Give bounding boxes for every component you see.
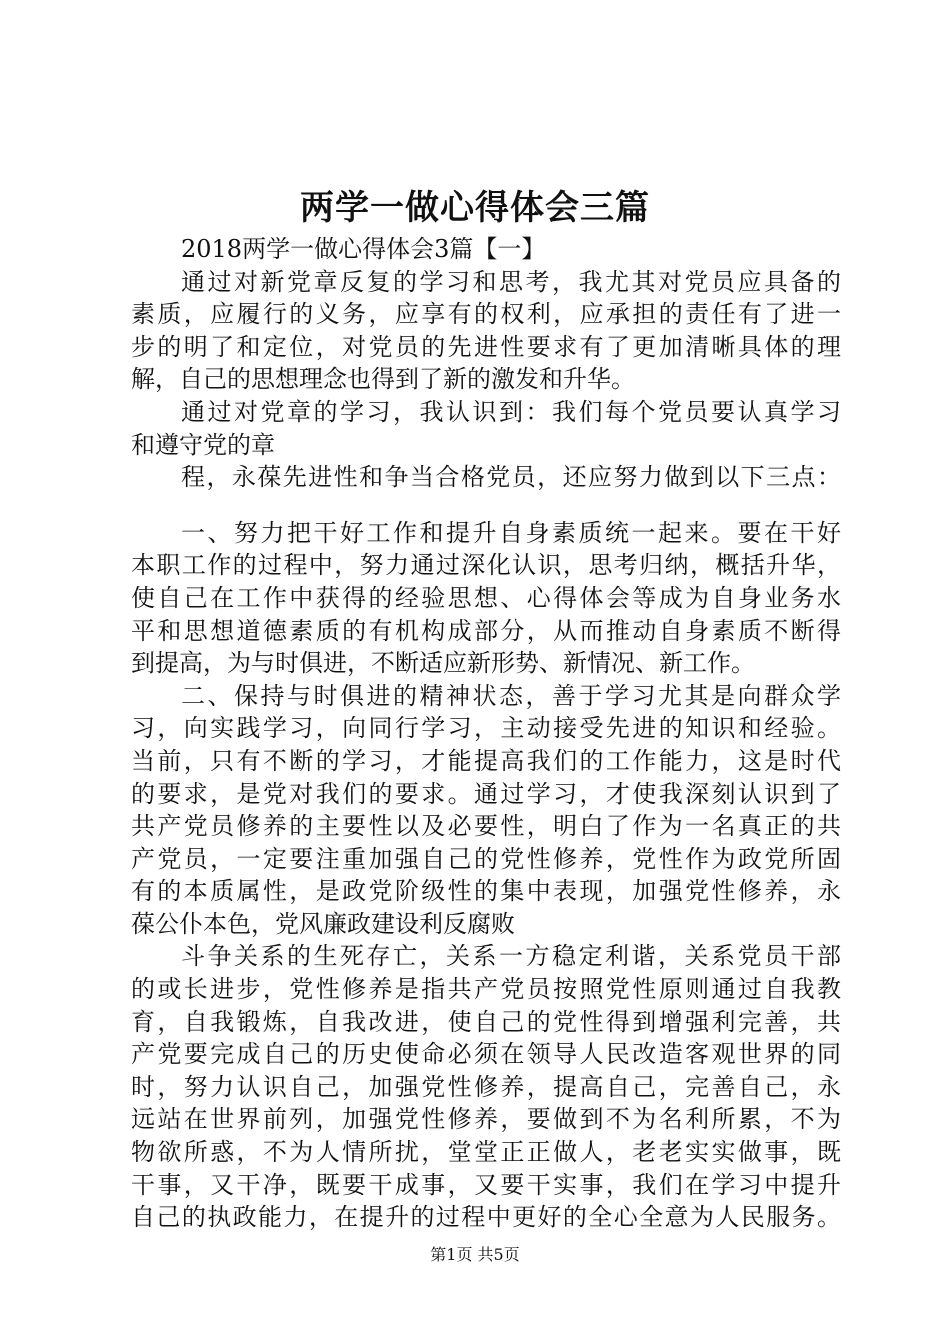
text-line: 通过对党章的学习，我认识到：我们每个党员要认真学习 <box>181 397 841 426</box>
text-line: 产党员，一定要注重加强自己的党性修养，党性作为政党所固 <box>131 844 841 873</box>
text-line: 共产党员修养的主要性以及必要性，明白了作为一名真正的共 <box>131 812 841 841</box>
text-line: 葆公仆本色，党风廉政建设利反腐败 <box>131 909 515 938</box>
text-line: 和遵守党的章 <box>131 430 275 459</box>
text-line: 干事，又干净，既要干成事，又要干实事，我们在学习中提升 <box>131 1170 841 1199</box>
text-line: 2018两学一做心得体会3篇【一】 <box>181 235 546 263</box>
text-line: 的或长进步，党性修养是指共产党员按照党性原则通过自我教 <box>131 975 841 1004</box>
text-line: 通过对新党章反复的学习和思考，我尤其对党员应具备的 <box>181 267 841 296</box>
text-line: 到提高，为与时俱进，不断适应新形势、新情况、新工作。 <box>131 649 755 678</box>
text-line: 程，永葆先进性和争当合格党员，还应努力做到以下三点： <box>181 463 841 492</box>
text-line: 产党要完成自己的历史使命必须在领导人民改造客观世界的同 <box>131 1040 841 1069</box>
text-line: 二、保持与时俱进的精神状态，善于学习尤其是向群众学 <box>181 681 841 710</box>
document-title: 两学一做心得体会三篇 <box>300 188 650 228</box>
text-line: 习，向实践学习，向同行学习，主动接受先进的知识和经验。 <box>131 714 841 743</box>
text-line: 一、努力把干好工作和提升自身素质统一起来。要在干好 <box>181 518 841 547</box>
text-line: 有的本质属性，是政党阶级性的集中表现，加强党性修养，永 <box>131 877 841 906</box>
text-line: 平和思想道德素质的有机构成部分，从而推动自身素质不断得 <box>131 616 841 645</box>
text-line: 斗争关系的生死存亡，关系一方稳定利谐，关系党员干部 <box>181 942 841 971</box>
text-line: 步的明了和定位，对党员的先进性要求有了更加清晰具体的理 <box>131 332 841 361</box>
text-line: 时，努力认识自己，加强党性修养，提高自己，完善自己，永 <box>131 1072 841 1101</box>
blank-line <box>131 494 841 517</box>
text-line: 解，自己的思想理念也得到了新的激发和升华。 <box>131 365 635 394</box>
text-line: 使自己在工作中获得的经验思想、心得体会等成为自身业务水 <box>131 583 841 612</box>
text-line: 当前，只有不断的学习，才能提高我们的工作能力，这是时代 <box>131 746 841 775</box>
text-line: 远站在世界前列，加强党性修养，要做到不为名利所累，不为 <box>131 1105 841 1134</box>
text-line: 的要求，是党对我们的要求。通过学习，才使我深刻认识到了 <box>131 779 841 808</box>
document-body <box>131 233 841 1234</box>
text-line: 育，自我锻炼，自我改进，使自己的党性得到增强利完善，共 <box>131 1007 841 1036</box>
page-footer: 第1页 共5页 <box>430 1245 520 1264</box>
text-line: 本职工作的过程中，努力通过深化认识，思考归纳，概括升华， <box>131 551 841 580</box>
text-line: 物欲所惑，不为人情所扰，堂堂正正做人，老老实实做事，既 <box>131 1138 841 1167</box>
text-line: 自己的执政能力，在提升的过程中更好的全心全意为人民服务。 <box>131 1203 841 1232</box>
text-line: 素质，应履行的义务，应享有的权利，应承担的责任有了进一 <box>131 300 841 329</box>
